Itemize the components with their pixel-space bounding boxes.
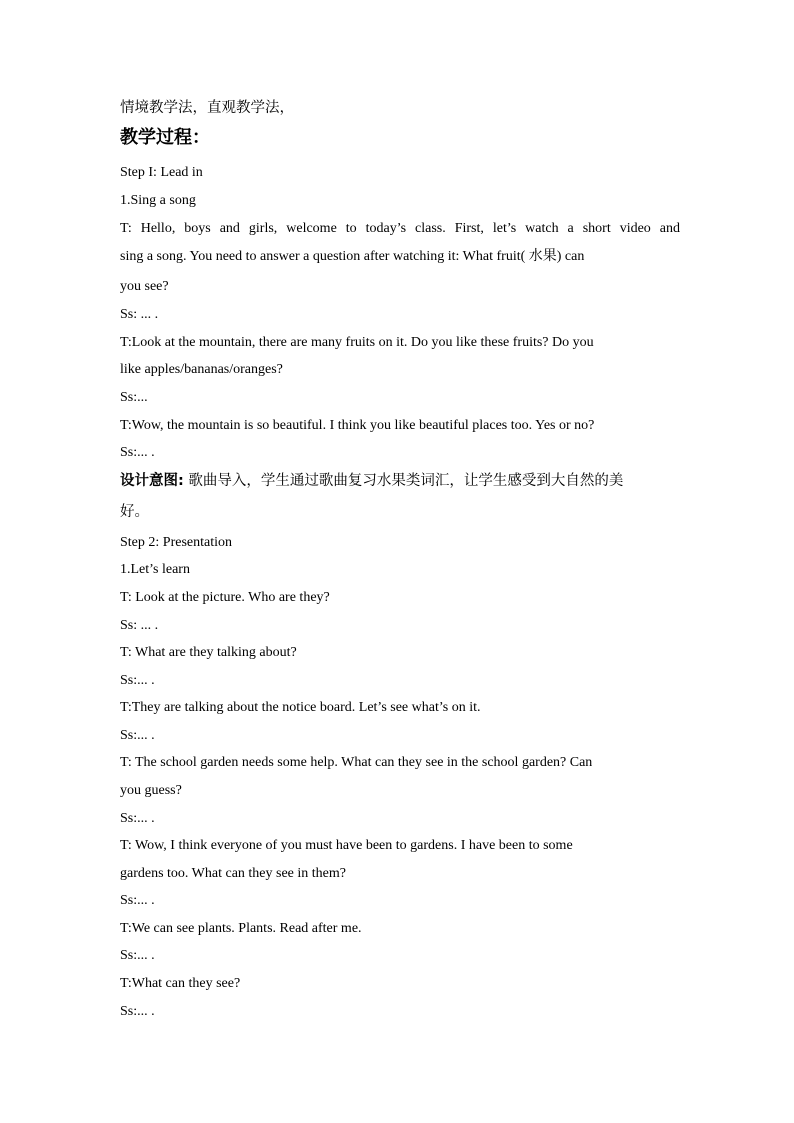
step2-subtitle: 1.Let’s learn: [120, 562, 190, 577]
student-line-10: Ss:... .: [120, 1004, 155, 1019]
teacher-line-7a: T: The school garden needs some help. What can they see in the school garden? Can: [120, 755, 593, 770]
teacher-line-2b: like apples/bananas/oranges?: [120, 362, 283, 377]
teaching-methods-line: 情境教学法，直观教学法，: [120, 100, 294, 116]
teacher-line-1a: T: Hello, boys and girls, welcome to today’s class. First, let’s watch a short video and: [120, 221, 680, 236]
student-line-1: Ss: ... .: [120, 307, 159, 322]
teacher-line-1b: sing a song. You need to answer a question after watching it: What fruit( 水果) can: [120, 249, 585, 264]
teacher-line-8b: gardens too. What can they see in them?: [120, 866, 346, 881]
step1-title: Step I: Lead in: [120, 165, 203, 180]
teacher-line-2a: T:Look at the mountain, there are many fruits on it. Do you like these fruits? Do you: [120, 335, 594, 350]
teacher-line-5: T: What are they talking about?: [120, 645, 297, 660]
student-line-4: Ss: ... .: [120, 618, 159, 633]
teacher-line-8a: T: Wow, I think everyone of you must have been to gardens. I have been to some: [120, 838, 573, 853]
teacher-line-7b: you guess?: [120, 783, 182, 798]
design-intent-text: 歌曲导入，学生通过歌曲复习水果类词汇，让学生感受到大自然的美: [183, 473, 624, 489]
student-line-7: Ss:... .: [120, 811, 155, 826]
student-line-8: Ss:... .: [120, 893, 155, 908]
student-line-3: Ss:... .: [120, 445, 155, 460]
teacher-line-10: T:What can they see?: [120, 976, 241, 991]
teacher-line-1c: you see?: [120, 279, 169, 294]
design-intent-label: 设计意图:: [120, 473, 184, 489]
step2-title: Step 2: Presentation: [120, 535, 232, 550]
student-line-5: Ss:... .: [120, 673, 155, 688]
teacher-line-4: T: Look at the picture. Who are they?: [120, 590, 330, 605]
teacher-line-6: T:They are talking about the notice board. Let’s see what’s on it.: [120, 700, 481, 715]
teaching-process-heading: 教学过程：: [120, 127, 210, 148]
design-intent-line-2: 好。: [120, 504, 149, 520]
teacher-line-3: T:Wow, the mountain is so beautiful. I think you like beautiful places too. Yes or no?: [120, 418, 595, 433]
teacher-line-9: T:We can see plants. Plants. Read after me.: [120, 921, 362, 936]
design-intent-line-1: [120, 472, 680, 490]
step1-subtitle: 1.Sing a song: [120, 193, 196, 208]
student-line-9: Ss:... .: [120, 948, 155, 963]
student-line-2: Ss:...: [120, 390, 148, 405]
student-line-6: Ss:... .: [120, 728, 155, 743]
